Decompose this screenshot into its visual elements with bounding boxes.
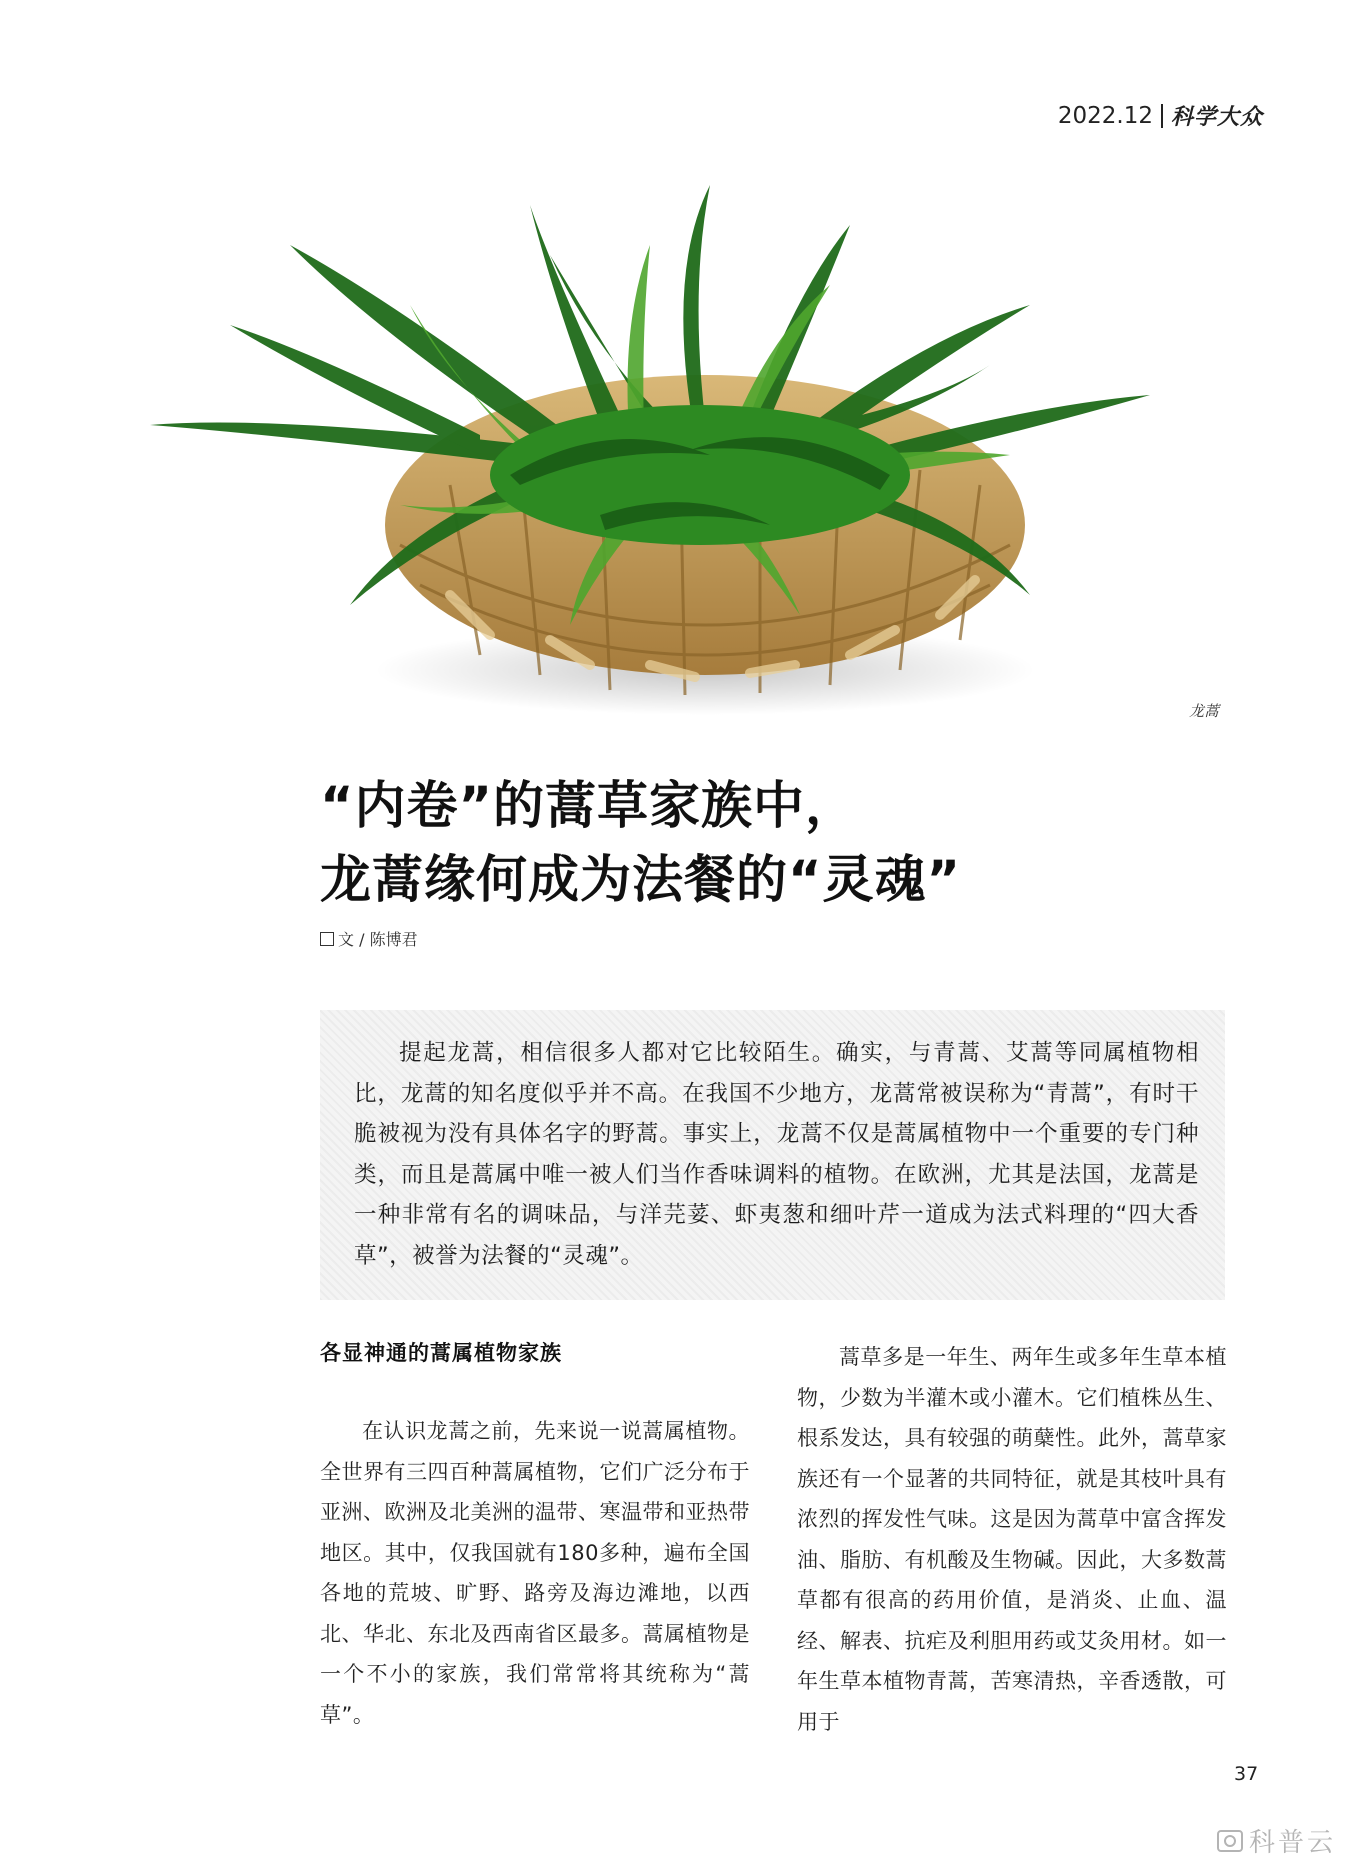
section-title: 各显神通的蒿属植物家族 bbox=[320, 1341, 562, 1365]
body-paragraph-2: 蒿草多是一年生、两年生或多年生草本植物，少数为半灌木或小灌木。它们植株丛生、根系发达，具有较强的萌蘖性。此外，蒿草家族还有一个显著的共同特征，就是其枝叶具有浓烈的挥发性气味。这是因为蒿草中富含挥发油、脂肪、有机酸及生物碱。因此，大多数蒿草都有很高的药用价值，是消炎、止血、温经、解表、抗疟及利胆用药或艾灸用材。如一年生草本植物青蒿，苦寒清热，辛香透散，可用于 bbox=[797, 1345, 1227, 1734]
photo-caption: 龙蒿 bbox=[1189, 702, 1220, 720]
left-column bbox=[320, 1337, 750, 1735]
intro-paragraph: 提起龙蒿，相信很多人都对它比较陌生。确实，与青蒿、艾蒿等同属植物相比，龙蒿的知名度似乎并不高。在我国不少地方，龙蒿常被误称为“青蒿”，有时干脆被视为没有具体名字的野蒿。事实上，龙蒿不仅是蒿属植物中一个重要的专门种类，而且是蒿属中唯一被人们当作香味调料的植物。在欧洲，尤其是法国，龙蒿是一种非常有名的调味品，与洋芫荽、虾夷葱和细叶芹一道成为法式料理的“四大香草”，被誉为法餐的“灵魂”。 bbox=[354, 1040, 1199, 1269]
magazine-logo: 科学大众 bbox=[1170, 104, 1263, 130]
article-title bbox=[320, 770, 1220, 918]
tarragon-basket-illustration bbox=[150, 185, 1170, 745]
byline-box-icon bbox=[320, 932, 334, 946]
header-divider bbox=[1161, 104, 1163, 128]
intro-box bbox=[320, 1010, 1225, 1300]
page-header bbox=[1058, 100, 1263, 131]
watermark-logo-icon bbox=[1217, 1830, 1243, 1852]
issue-date: 2022.12 bbox=[1057, 102, 1153, 129]
byline bbox=[320, 927, 418, 950]
tarragon-photo bbox=[150, 185, 1170, 745]
title-line-1: “内卷”的蒿草家族中， bbox=[320, 777, 858, 836]
right-column bbox=[797, 1337, 1227, 1742]
watermark-text: 科普云 bbox=[1249, 1828, 1337, 1858]
watermark bbox=[1217, 1822, 1336, 1859]
author: 文 / 陈博君 bbox=[338, 930, 418, 949]
body-paragraph-1: 在认识龙蒿之前，先来说一说蒿属植物。全世界有三四百种蒿属植物，它们广泛分布于亚洲、欧洲及北美洲的温带、寒温带和亚热带地区。其中，仅我国就有180多种，遍布全国各地的荒坡、旷野、路旁及海边滩地，以西北、华北、东北及西南省区最多。蒿属植物是一个不小的家族，我们常常将其统称为“蒿草”。 bbox=[320, 1419, 750, 1727]
page-number: 37 bbox=[1234, 1763, 1259, 1785]
title-line-2: 龙蒿缘何成为法餐的“灵魂” bbox=[320, 851, 962, 910]
